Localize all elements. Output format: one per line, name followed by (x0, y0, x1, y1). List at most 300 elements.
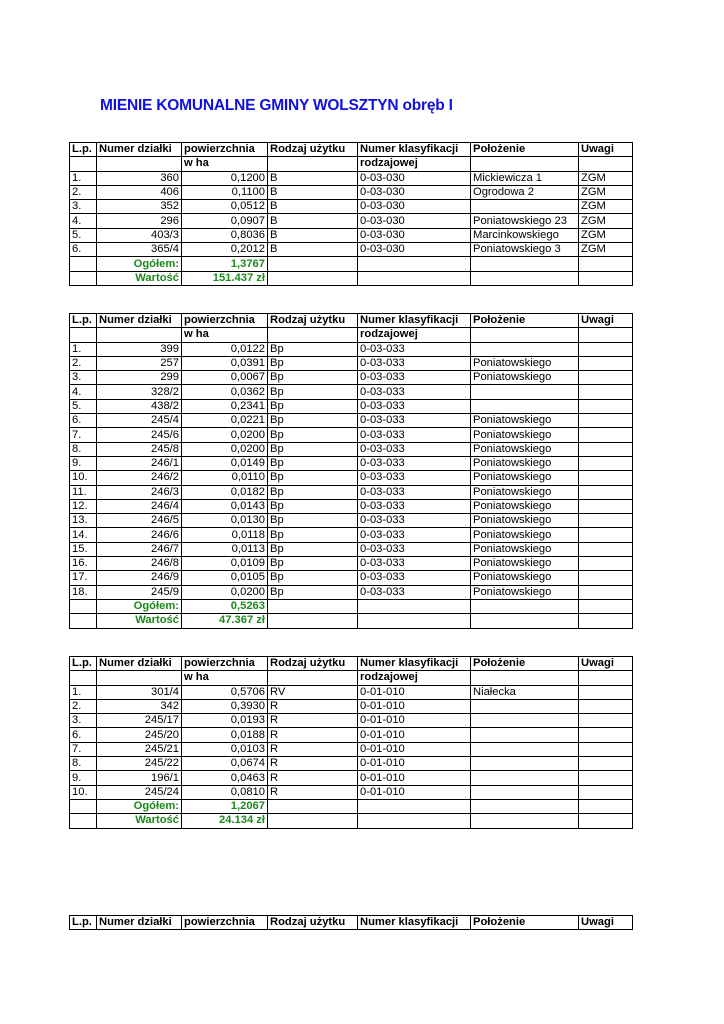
header-empty (70, 328, 97, 342)
row-rodzaj-uzytku: Bp (268, 356, 358, 370)
header-polozenie: Położenie (471, 143, 579, 157)
row-lp: 4. (70, 385, 97, 399)
row-numer-klasyfikacji: 0-03-030 (358, 171, 471, 185)
row-numer-dzialki: 246/7 (97, 542, 182, 556)
table-row (70, 542, 633, 556)
total-empty (358, 599, 471, 613)
row-numer-dzialki: 245/9 (97, 585, 182, 599)
row-uwagi (579, 685, 633, 699)
row-numer-dzialki: 399 (97, 342, 182, 356)
row-numer-klasyfikacji: 0-03-033 (358, 471, 471, 485)
header-lp: L.p. (70, 916, 97, 930)
total-empty (579, 257, 633, 271)
row-lp: 3. (70, 200, 97, 214)
row-polozenie (471, 385, 579, 399)
header-powierzchnia: powierzchnia (182, 314, 268, 328)
header-empty (268, 328, 358, 342)
row-lp: 10. (70, 471, 97, 485)
table-row (70, 585, 633, 599)
row-numer-klasyfikacji: 0-03-030 (358, 214, 471, 228)
header-rodzaj-uzytku: Rodzaj użytku (268, 916, 358, 930)
row-numer-klasyfikacji: 0-03-033 (358, 456, 471, 470)
total-empty (268, 814, 358, 828)
row-rodzaj-uzytku: Bp (268, 499, 358, 513)
table-row (70, 571, 633, 585)
total-empty (579, 799, 633, 813)
row-polozenie: Poniatowskiego (471, 557, 579, 571)
total-value-label: Wartość (97, 614, 182, 628)
row-rodzaj-uzytku: R (268, 699, 358, 713)
row-numer-dzialki: 245/24 (97, 785, 182, 799)
row-powierzchnia: 0,0149 (182, 456, 268, 470)
header-row (70, 657, 633, 671)
table-row (70, 514, 633, 528)
row-rodzaj-uzytku: Bp (268, 342, 358, 356)
row-numer-klasyfikacji: 0-03-033 (358, 499, 471, 513)
row-powierzchnia: 0,0200 (182, 442, 268, 456)
row-rodzaj-uzytku: R (268, 728, 358, 742)
row-numer-dzialki: 245/17 (97, 714, 182, 728)
row-numer-dzialki: 257 (97, 356, 182, 370)
row-numer-dzialki: 246/4 (97, 499, 182, 513)
total-empty (70, 799, 97, 813)
row-rodzaj-uzytku: Bp (268, 585, 358, 599)
table-row (70, 371, 633, 385)
row-polozenie: Poniatowskiego (471, 571, 579, 585)
header-lp: L.p. (70, 314, 97, 328)
row-lp: 8. (70, 442, 97, 456)
row-uwagi (579, 542, 633, 556)
row-lp: 1. (70, 342, 97, 356)
row-uwagi (579, 528, 633, 542)
row-uwagi (579, 585, 633, 599)
header-powierzchnia-unit: w ha (182, 157, 268, 171)
row-polozenie (471, 200, 579, 214)
header-powierzchnia-unit: w ha (182, 328, 268, 342)
row-powierzchnia: 0,0143 (182, 499, 268, 513)
header-numer-klasyfikacji: Numer klasyfikacji (358, 657, 471, 671)
row-powierzchnia: 0,3930 (182, 699, 268, 713)
row-numer-klasyfikacji: 0-03-033 (358, 428, 471, 442)
total-value-label: Wartość (97, 271, 182, 285)
header-polozenie: Położenie (471, 314, 579, 328)
row-numer-klasyfikacji: 0-01-010 (358, 728, 471, 742)
total-empty (358, 271, 471, 285)
header-uwagi: Uwagi (579, 657, 633, 671)
row-numer-dzialki: 246/2 (97, 471, 182, 485)
header-rodzaj-uzytku: Rodzaj użytku (268, 143, 358, 157)
row-powierzchnia: 0,0105 (182, 571, 268, 585)
row-numer-dzialki: 245/6 (97, 428, 182, 442)
total-value-amount: 47.367 zł (182, 614, 268, 628)
table-row (70, 356, 633, 370)
header-powierzchnia: powierzchnia (182, 143, 268, 157)
row-uwagi (579, 757, 633, 771)
row-rodzaj-uzytku: Bp (268, 528, 358, 542)
total-area-label: Ogółem: (97, 257, 182, 271)
row-lp: 5. (70, 399, 97, 413)
header-empty (97, 157, 182, 171)
row-powierzchnia: 0,0907 (182, 214, 268, 228)
table-row (70, 485, 633, 499)
table-row (70, 471, 633, 485)
row-numer-klasyfikacji: 0-01-010 (358, 785, 471, 799)
row-numer-dzialki: 406 (97, 185, 182, 199)
total-empty (471, 814, 579, 828)
row-numer-dzialki: 328/2 (97, 385, 182, 399)
total-area-row (70, 599, 633, 613)
row-lp: 6. (70, 243, 97, 257)
row-lp: 15. (70, 542, 97, 556)
row-numer-klasyfikacji: 0-03-033 (358, 514, 471, 528)
header-klasyfikacji-cont: rodzajowej (358, 671, 471, 685)
row-powierzchnia: 0,0110 (182, 471, 268, 485)
total-area-value: 1,2067 (182, 799, 268, 813)
row-lp: 18. (70, 585, 97, 599)
row-polozenie: Poniatowskiego (471, 371, 579, 385)
row-powierzchnia: 0,0221 (182, 414, 268, 428)
row-powierzchnia: 0,0391 (182, 356, 268, 370)
row-numer-dzialki: 301/4 (97, 685, 182, 699)
row-polozenie: Mickiewicza 1 (471, 171, 579, 185)
row-powierzchnia: 0,0182 (182, 485, 268, 499)
header-powierzchnia: powierzchnia (182, 657, 268, 671)
row-uwagi: ZGM (579, 214, 633, 228)
row-polozenie: Poniatowskiego (471, 499, 579, 513)
row-numer-dzialki: 245/8 (97, 442, 182, 456)
total-area-row (70, 799, 633, 813)
row-lp: 9. (70, 456, 97, 470)
row-polozenie: Ogrodowa 2 (471, 185, 579, 199)
row-powierzchnia: 0,0674 (182, 757, 268, 771)
table-row (70, 685, 633, 699)
parcels-table-3 (69, 656, 633, 829)
row-rodzaj-uzytku: Bp (268, 514, 358, 528)
header-empty (70, 157, 97, 171)
row-powierzchnia: 0,0130 (182, 514, 268, 528)
row-rodzaj-uzytku: Bp (268, 485, 358, 499)
total-empty (579, 271, 633, 285)
row-numer-klasyfikacji: 0-03-033 (358, 542, 471, 556)
row-powierzchnia: 0,0362 (182, 385, 268, 399)
row-polozenie (471, 699, 579, 713)
table-row (70, 243, 633, 257)
row-rodzaj-uzytku: Bp (268, 571, 358, 585)
row-lp: 6. (70, 728, 97, 742)
header-row (70, 143, 633, 157)
row-lp: 1. (70, 171, 97, 185)
row-uwagi (579, 414, 633, 428)
header-empty (471, 328, 579, 342)
row-lp: 2. (70, 699, 97, 713)
row-numer-dzialki: 365/4 (97, 243, 182, 257)
header-empty (97, 328, 182, 342)
row-lp: 14. (70, 528, 97, 542)
row-polozenie: Poniatowskiego (471, 471, 579, 485)
total-area-label: Ogółem: (97, 799, 182, 813)
row-uwagi (579, 399, 633, 413)
row-numer-klasyfikacji: 0-01-010 (358, 757, 471, 771)
header-empty (579, 157, 633, 171)
header-row (70, 314, 633, 328)
table-row (70, 399, 633, 413)
row-polozenie: Poniatowskiego (471, 585, 579, 599)
row-rodzaj-uzytku: Bp (268, 371, 358, 385)
header-powierzchnia-unit: w ha (182, 671, 268, 685)
row-numer-klasyfikacji: 0-03-033 (358, 557, 471, 571)
row-numer-dzialki: 196/1 (97, 771, 182, 785)
row-uwagi (579, 499, 633, 513)
row-rodzaj-uzytku: B (268, 243, 358, 257)
row-uwagi (579, 771, 633, 785)
row-uwagi (579, 514, 633, 528)
row-polozenie: Poniatowskiego 3 (471, 243, 579, 257)
row-powierzchnia: 0,0193 (182, 714, 268, 728)
total-empty (358, 799, 471, 813)
row-powierzchnia: 0,5706 (182, 685, 268, 699)
total-value-amount: 24.134 zł (182, 814, 268, 828)
header-numer-dzialki: Numer działki (97, 657, 182, 671)
header-klasyfikacji-cont: rodzajowej (358, 157, 471, 171)
row-lp: 13. (70, 514, 97, 528)
row-uwagi (579, 442, 633, 456)
header-numer-klasyfikacji: Numer klasyfikacji (358, 143, 471, 157)
total-area-value: 0,5263 (182, 599, 268, 613)
header-empty (97, 671, 182, 685)
row-lp: 7. (70, 742, 97, 756)
total-empty (358, 814, 471, 828)
row-rodzaj-uzytku: Bp (268, 414, 358, 428)
total-empty (579, 814, 633, 828)
table-row (70, 714, 633, 728)
row-uwagi (579, 485, 633, 499)
table-row (70, 728, 633, 742)
table-row (70, 342, 633, 356)
total-empty (471, 599, 579, 613)
total-empty (579, 614, 633, 628)
row-rodzaj-uzytku: R (268, 757, 358, 771)
row-numer-dzialki: 342 (97, 699, 182, 713)
table-row (70, 228, 633, 242)
row-lp: 17. (70, 571, 97, 585)
row-polozenie (471, 399, 579, 413)
row-rodzaj-uzytku: B (268, 228, 358, 242)
row-numer-klasyfikacji: 0-01-010 (358, 699, 471, 713)
row-numer-dzialki: 299 (97, 371, 182, 385)
parcels-table-2 (69, 313, 633, 629)
header-row-2 (70, 671, 633, 685)
table-row (70, 499, 633, 513)
row-rodzaj-uzytku: Bp (268, 557, 358, 571)
total-empty (471, 257, 579, 271)
row-numer-dzialki: 245/21 (97, 742, 182, 756)
total-empty (579, 599, 633, 613)
row-rodzaj-uzytku: R (268, 714, 358, 728)
row-powierzchnia: 0,0200 (182, 585, 268, 599)
row-numer-dzialki: 246/6 (97, 528, 182, 542)
row-numer-klasyfikacji: 0-03-033 (358, 385, 471, 399)
row-polozenie (471, 771, 579, 785)
total-empty (70, 257, 97, 271)
row-numer-klasyfikacji: 0-03-030 (358, 200, 471, 214)
row-numer-klasyfikacji: 0-01-010 (358, 742, 471, 756)
row-numer-klasyfikacji: 0-01-010 (358, 685, 471, 699)
row-lp: 11. (70, 485, 97, 499)
row-numer-klasyfikacji: 0-03-033 (358, 442, 471, 456)
total-empty (471, 614, 579, 628)
total-empty (268, 614, 358, 628)
row-polozenie: Poniatowskiego (471, 356, 579, 370)
total-empty (471, 271, 579, 285)
header-rodzaj-uzytku: Rodzaj użytku (268, 314, 358, 328)
table-row (70, 214, 633, 228)
row-polozenie: Poniatowskiego (471, 528, 579, 542)
row-powierzchnia: 0,2341 (182, 399, 268, 413)
row-numer-dzialki: 246/8 (97, 557, 182, 571)
row-uwagi (579, 728, 633, 742)
page-title: MIENIE KOMUNALNE GMINY WOLSZTYN obręb I (100, 97, 453, 114)
parcels-table-4-header (69, 915, 633, 930)
row-powierzchnia: 0,2012 (182, 243, 268, 257)
row-uwagi (579, 428, 633, 442)
header-lp: L.p. (70, 143, 97, 157)
row-numer-dzialki: 246/9 (97, 571, 182, 585)
row-lp: 1. (70, 685, 97, 699)
row-uwagi: ZGM (579, 185, 633, 199)
total-area-row (70, 257, 633, 271)
row-numer-dzialki: 296 (97, 214, 182, 228)
row-numer-klasyfikacji: 0-03-030 (358, 185, 471, 199)
row-rodzaj-uzytku: B (268, 214, 358, 228)
row-numer-dzialki: 403/3 (97, 228, 182, 242)
row-numer-dzialki: 246/5 (97, 514, 182, 528)
row-uwagi (579, 385, 633, 399)
row-rodzaj-uzytku: Bp (268, 471, 358, 485)
row-uwagi: ZGM (579, 171, 633, 185)
table-row (70, 200, 633, 214)
row-numer-klasyfikacji: 0-03-030 (358, 228, 471, 242)
row-polozenie (471, 785, 579, 799)
row-uwagi (579, 571, 633, 585)
row-rodzaj-uzytku: Bp (268, 456, 358, 470)
row-powierzchnia: 0,8036 (182, 228, 268, 242)
total-value-amount: 151.437 zł (182, 271, 268, 285)
row-numer-klasyfikacji: 0-03-033 (358, 528, 471, 542)
total-value-label: Wartość (97, 814, 182, 828)
total-value-row (70, 271, 633, 285)
row-rodzaj-uzytku: Bp (268, 542, 358, 556)
row-lp: 3. (70, 714, 97, 728)
table-row (70, 414, 633, 428)
row-polozenie: Poniatowskiego (471, 542, 579, 556)
row-numer-dzialki: 352 (97, 200, 182, 214)
total-value-row (70, 614, 633, 628)
row-numer-klasyfikacji: 0-03-033 (358, 342, 471, 356)
row-numer-dzialki: 245/20 (97, 728, 182, 742)
header-uwagi: Uwagi (579, 143, 633, 157)
header-row (70, 916, 633, 930)
row-polozenie: Poniatowskiego (471, 428, 579, 442)
header-empty (268, 157, 358, 171)
total-empty (268, 599, 358, 613)
header-numer-klasyfikacji: Numer klasyfikacji (358, 916, 471, 930)
row-numer-klasyfikacji: 0-01-010 (358, 714, 471, 728)
row-rodzaj-uzytku: Bp (268, 428, 358, 442)
header-numer-dzialki: Numer działki (97, 916, 182, 930)
row-rodzaj-uzytku: Bp (268, 399, 358, 413)
row-lp: 10. (70, 785, 97, 799)
row-polozenie: Poniatowskiego (471, 414, 579, 428)
header-uwagi: Uwagi (579, 314, 633, 328)
row-lp: 4. (70, 214, 97, 228)
row-powierzchnia: 0,1100 (182, 185, 268, 199)
header-klasyfikacji-cont: rodzajowej (358, 328, 471, 342)
row-uwagi (579, 471, 633, 485)
row-lp: 7. (70, 428, 97, 442)
total-empty (70, 814, 97, 828)
row-numer-dzialki: 245/22 (97, 757, 182, 771)
header-numer-dzialki: Numer działki (97, 143, 182, 157)
row-rodzaj-uzytku: B (268, 171, 358, 185)
row-powierzchnia: 0,0463 (182, 771, 268, 785)
table-row (70, 428, 633, 442)
row-polozenie: Marcinkowskiego (471, 228, 579, 242)
row-uwagi (579, 742, 633, 756)
row-powierzchnia: 0,0512 (182, 200, 268, 214)
row-numer-dzialki: 360 (97, 171, 182, 185)
row-lp: 8. (70, 757, 97, 771)
row-rodzaj-uzytku: RV (268, 685, 358, 699)
row-polozenie: Poniatowskiego (471, 442, 579, 456)
total-empty (70, 271, 97, 285)
row-lp: 6. (70, 414, 97, 428)
row-numer-klasyfikacji: 0-03-033 (358, 371, 471, 385)
table-row (70, 785, 633, 799)
header-empty (471, 671, 579, 685)
row-numer-klasyfikacji: 0-03-033 (358, 399, 471, 413)
row-uwagi: ZGM (579, 243, 633, 257)
header-numer-klasyfikacji: Numer klasyfikacji (358, 314, 471, 328)
row-polozenie (471, 342, 579, 356)
total-empty (471, 799, 579, 813)
header-empty (579, 671, 633, 685)
row-powierzchnia: 0,0113 (182, 542, 268, 556)
total-empty (70, 599, 97, 613)
row-uwagi (579, 371, 633, 385)
row-uwagi (579, 356, 633, 370)
table-row (70, 171, 633, 185)
row-uwagi (579, 785, 633, 799)
total-empty (268, 799, 358, 813)
row-powierzchnia: 0,0810 (182, 785, 268, 799)
row-rodzaj-uzytku: R (268, 785, 358, 799)
row-polozenie (471, 757, 579, 771)
row-polozenie (471, 742, 579, 756)
header-lp: L.p. (70, 657, 97, 671)
row-rodzaj-uzytku: R (268, 742, 358, 756)
row-lp: 2. (70, 356, 97, 370)
row-lp: 2. (70, 185, 97, 199)
row-polozenie: Poniatowskiego (471, 514, 579, 528)
row-numer-klasyfikacji: 0-03-033 (358, 414, 471, 428)
total-area-label: Ogółem: (97, 599, 182, 613)
header-row-2 (70, 157, 633, 171)
row-lp: 9. (70, 771, 97, 785)
total-empty (268, 271, 358, 285)
header-empty (471, 157, 579, 171)
header-empty (268, 671, 358, 685)
row-powierzchnia: 0,0067 (182, 371, 268, 385)
